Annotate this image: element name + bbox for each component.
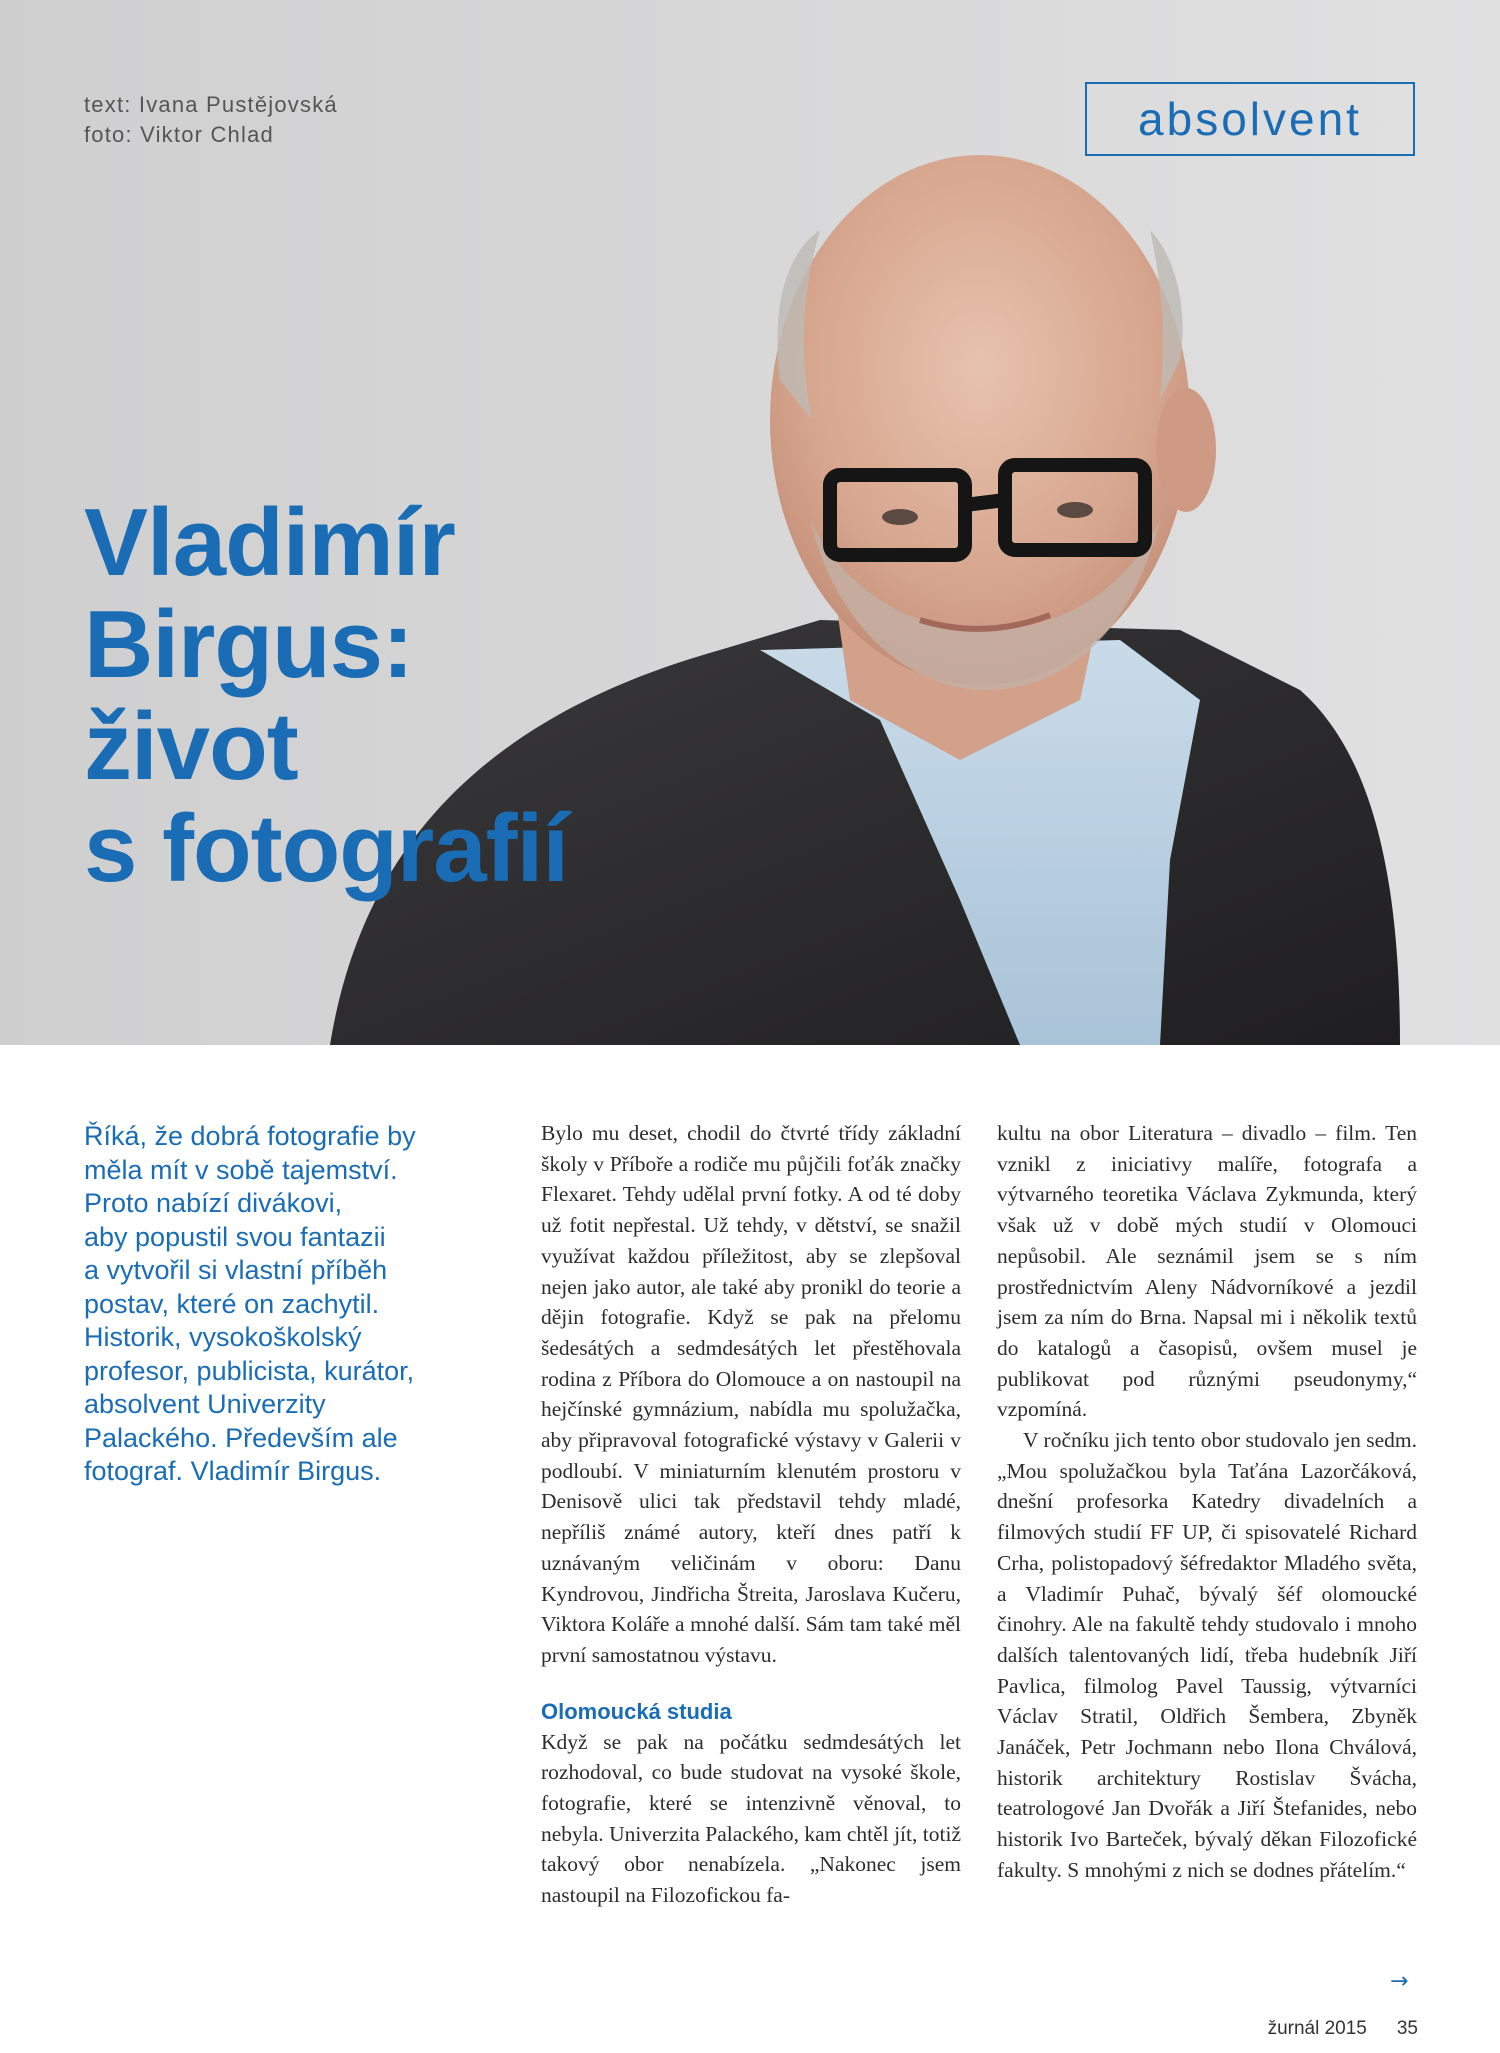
body-paragraph: V ročníku jich tento obor studovalo jen sedm. „Mou spolužačkou byla Taťána Lazorčáková, dnešní profesorka Katedry divadelních a filmových studií FF UP, či spisovatelé Richard Crha, polistopadový šéfredaktor Mladého světa, a Vladimír Puhač, bývalý šéf olomoucké činohry. Ale na fakultě tehdy studovalo i mnoho dalších talentovaných lidí, třeba hudebník Jiří Pavlica, filmolog Pavel Taussig, výtvarníci Václav Stratil, Oldřich Šembera, Zbyněk Janáček, Petr Jochmann nebo Ilona Chválová, historik architektury Rostislav Švácha, teatrologové Jan Dvořák a Jiří Štefanides, nebo historik Ivo Barteček, bývalý děkan Filozofické fakulty. S mnohými z nich se dodnes přátelím.“ bbox=[997, 1428, 1417, 1882]
article-title bbox=[84, 489, 568, 902]
title-line: Vladimír bbox=[84, 489, 455, 596]
body-paragraph: Když se pak na počátku sedmdesátých let rozhodoval, co bude studovat na vysoké škole, fotografie, které se intenzivně věnoval, to nebyla. Univerzita Palackého, kam chtěl jít, totiž takový obor nenabízela. „Nakonec jsem nastoupil na Filozofickou fa- bbox=[541, 1729, 961, 1908]
body-paragraph: Bylo mu deset, chodil do čtvrté třídy základní školy v Příboře a rodiče mu půjčili foťák značky Flexaret. Tehdy udělal první fotky. A od té doby už fotit nepřestal. Už tehdy, v dětství, se snažil využívat každou příležitost, aby se zlepšoval nejen jako autor, ale také aby pronikl do teorie a dějin fotografie. Když se pak na přelomu šedesátých a sedmdesátých let přestěhovala rodina z Příbora do Olomouce a on nastoupil na hejčínské gymnázium, nabídla mu spolužačka, aby připravoval fotografické výstavy v Galerii v podloubí. V miniaturním klenutém prostoru v Denisově ulici tak představil tehdy mladé, nepříliš známé autory, kteří dnes patří k uznávaným veličinám v oboru: Danu Kyndrovou, Jindřicha Štreita, Jaroslava Kučeru, Viktora Koláře a mnohé další. Sám tam také měl první samostatnou výstavu. bbox=[541, 1121, 961, 1667]
credits bbox=[84, 90, 338, 150]
photo-credit: foto: Viktor Chlad bbox=[84, 122, 274, 147]
title-line: s fotografií bbox=[84, 795, 568, 902]
page-number: 35 bbox=[1396, 2018, 1418, 2039]
lead-line: Historik, vysokoškolský bbox=[84, 1322, 362, 1352]
lead-line: Palackého. Především ale bbox=[84, 1422, 398, 1453]
body-column-2 bbox=[541, 1118, 961, 1911]
section-label: absolvent bbox=[1085, 82, 1415, 156]
lead-line: aby popustil svou fantazii bbox=[84, 1221, 386, 1252]
title-line: Birgus: bbox=[84, 591, 413, 698]
lead-line: postav, které on zachytil. bbox=[84, 1288, 380, 1319]
lead-line: Říká, že dobrá fotografie by bbox=[84, 1121, 416, 1151]
lead-paragraph bbox=[84, 1120, 484, 1489]
arrow-right-icon[interactable]: → bbox=[1390, 1969, 1409, 1994]
head-shape bbox=[770, 155, 1190, 685]
magazine-name: žurnál 2015 bbox=[1267, 2018, 1367, 2039]
lead-line: fotograf. Vladimír Birgus. bbox=[84, 1456, 382, 1486]
body-paragraph: kultu na obor Literatura – divadlo – film. Ten vznikl z iniciativy malíře, fotografa a výtvarného teoretika Václava Zykmunda, který však už v době mých studií v Olomouci nepůsobil. Ale seznámil jsem se s ním prostřednictvím Aleny Nádvorníkové a jezdil jsem za ním do Brna. Napsal mi i několik textů do katalogů a časopisů, ovšem musel je publikovat pod různými pseudonymy,“ vzpomíná. bbox=[997, 1121, 1417, 1422]
lead-line: Proto nabízí divákovi, bbox=[84, 1188, 343, 1218]
lead-line: a vytvořil si vlastní příběh bbox=[84, 1255, 388, 1285]
subheading: Olomoucká studia bbox=[541, 1698, 732, 1724]
title-line: život bbox=[84, 693, 298, 800]
lead-line: měla mít v sobě tajemství. bbox=[84, 1154, 398, 1185]
text-credit: text: Ivana Pustějovská bbox=[84, 92, 338, 117]
page-footer bbox=[1268, 2018, 1418, 2040]
lead-line: absolvent Univerzity bbox=[84, 1389, 326, 1419]
lead-line: profesor, publicista, kurátor, bbox=[84, 1355, 415, 1386]
body-column-3 bbox=[997, 1118, 1417, 1886]
